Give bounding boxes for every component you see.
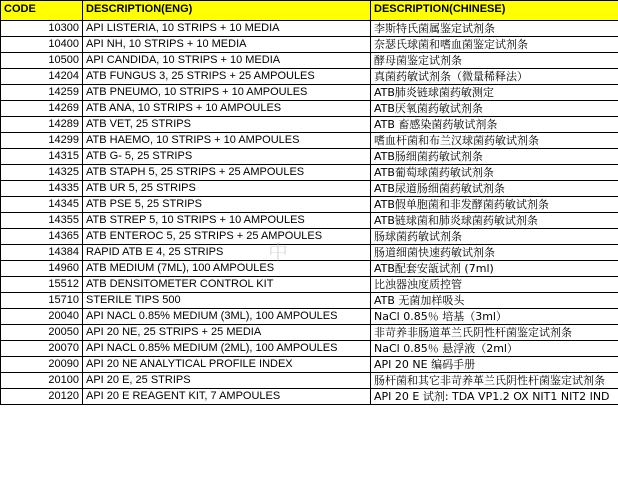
table-row: [1, 165, 618, 181]
cell-description-chinese: NaCl 0.85％ 悬浮液（2ml）: [371, 341, 618, 357]
cell-description-eng: ATB ANA, 10 STRIPS + 10 AMPOULES: [83, 101, 371, 117]
cell-description-eng: API 20 NE ANALYTICAL PROFILE INDEX: [83, 357, 371, 373]
table-row: [1, 277, 618, 293]
cell-description-eng: ATB PNEUMO, 10 STRIPS + 10 AMPOULES: [83, 85, 371, 101]
cell-code: 14259: [1, 85, 83, 101]
table-header: [1, 1, 618, 21]
cell-description-eng: API NACL 0.85% MEDIUM (2ML), 100 AMPOULES: [83, 341, 371, 357]
cell-description-chinese: 奈瑟氏球菌和嗜血菌鉴定试剂条: [371, 37, 618, 53]
cell-code: 15710: [1, 293, 83, 309]
cell-code: 20040: [1, 309, 83, 325]
table-row: [1, 21, 618, 37]
watermark: 中: [268, 240, 288, 264]
cell-code: 15512: [1, 277, 83, 293]
cell-code: 14299: [1, 133, 83, 149]
cell-code: 14335: [1, 181, 83, 197]
cell-description-chinese: ATB配套安瓿试剂 (7ml): [371, 261, 618, 277]
table-row: [1, 181, 618, 197]
cell-description-eng: ATB UR 5, 25 STRIPS: [83, 181, 371, 197]
cell-code: 14345: [1, 197, 83, 213]
cell-code: 14960: [1, 261, 83, 277]
table-row: [1, 133, 618, 149]
cell-description-eng: API NH, 10 STRIPS + 10 MEDIA: [83, 37, 371, 53]
table-header-row: [1, 1, 618, 21]
cell-description-eng: RAPID ATB E 4, 25 STRIPS: [83, 245, 371, 261]
table-row: [1, 149, 618, 165]
cell-code: 14289: [1, 117, 83, 133]
cell-description-eng: ATB PSE 5, 25 STRIPS: [83, 197, 371, 213]
cell-description-chinese: 嗜血杆菌和布兰汉球菌药敏试剂条: [371, 133, 618, 149]
table-row: [1, 261, 618, 277]
cell-description-chinese: ATB尿道肠细菌药敏试剂条: [371, 181, 618, 197]
table-row: [1, 309, 618, 325]
cell-description-chinese: 李斯特氏菌属鉴定试剂条: [371, 21, 618, 37]
cell-code: 20100: [1, 373, 83, 389]
cell-description-chinese: 肠道细菌快速药敏试剂条: [371, 245, 618, 261]
cell-description-chinese: ATB假单胞菌和非发酵菌药敏试剂条: [371, 197, 618, 213]
column-header-code: CODE: [1, 1, 83, 21]
cell-description-chinese: API 20 E 试剂: TDA VP1.2 OX NIT1 NIT2 IND: [371, 389, 618, 405]
table-row: [1, 373, 618, 389]
cell-code: 14204: [1, 69, 83, 85]
cell-description-eng: ATB DENSITOMETER CONTROL KIT: [83, 277, 371, 293]
table-row: [1, 325, 618, 341]
cell-code: 14355: [1, 213, 83, 229]
cell-description-eng: ATB FUNGUS 3, 25 STRIPS + 25 AMPOULES: [83, 69, 371, 85]
cell-code: 10500: [1, 53, 83, 69]
cell-description-chinese: API 20 NE 编码手册: [371, 357, 618, 373]
cell-description-eng: API CANDIDA, 10 STRIPS + 10 MEDIA: [83, 53, 371, 69]
cell-code: 20070: [1, 341, 83, 357]
cell-description-eng: API 20 E, 25 STRIPS: [83, 373, 371, 389]
cell-description-chinese: ATB 畜感染菌药敏试剂条: [371, 117, 618, 133]
cell-description-chinese: 真菌药敏试剂条（微量稀释法）: [371, 69, 618, 85]
cell-description-chinese: ATB链球菌和肺炎球菌药敏试剂条: [371, 213, 618, 229]
table-row: [1, 85, 618, 101]
cell-description-eng: API 20 E REAGENT KIT, 7 AMPOULES: [83, 389, 371, 405]
table-row: [1, 53, 618, 69]
cell-code: 14315: [1, 149, 83, 165]
cell-description-eng: ATB ENTEROC 5, 25 STRIPS + 25 AMPOULES: [83, 229, 371, 245]
cell-description-chinese: ATB 无菌加样吸头: [371, 293, 618, 309]
cell-code: 20120: [1, 389, 83, 405]
table-row: [1, 69, 618, 85]
table-row: [1, 389, 618, 405]
cell-code: 14269: [1, 101, 83, 117]
table-row: [1, 101, 618, 117]
table-row: [1, 293, 618, 309]
cell-description-chinese: NaCl 0.85％ 培基（3ml）: [371, 309, 618, 325]
cell-description-chinese: 肠杆菌和其它非苛养革兰氏阴性杆菌鉴定试剂条: [371, 373, 618, 389]
cell-description-chinese: ATB厌氧菌药敏试剂条: [371, 101, 618, 117]
cell-description-eng: API NACL 0.85% MEDIUM (3ML), 100 AMPOULES: [83, 309, 371, 325]
cell-description-chinese: ATB肠细菌药敏试剂条: [371, 149, 618, 165]
table-body: [1, 21, 618, 405]
cell-description-eng: ATB STREP 5, 10 STRIPS + 10 AMPOULES: [83, 213, 371, 229]
table-row: [1, 213, 618, 229]
cell-description-eng: ATB VET, 25 STRIPS: [83, 117, 371, 133]
cell-code: 10300: [1, 21, 83, 37]
table-row: [1, 245, 618, 261]
cell-description-eng: ATB G- 5, 25 STRIPS: [83, 149, 371, 165]
table-row: [1, 357, 618, 373]
cell-description-eng: ATB MEDIUM (7ML), 100 AMPOULES: [83, 261, 371, 277]
cell-code: 20050: [1, 325, 83, 341]
cell-code: 14365: [1, 229, 83, 245]
cell-code: 20090: [1, 357, 83, 373]
cell-description-chinese: 肠球菌药敏试剂条: [371, 229, 618, 245]
table-row: [1, 341, 618, 357]
cell-code: 10400: [1, 37, 83, 53]
cell-code: 14384: [1, 245, 83, 261]
table-row: [1, 197, 618, 213]
cell-description-eng: API LISTERIA, 10 STRIPS + 10 MEDIA: [83, 21, 371, 37]
column-header-description-chinese: DESCRIPTION(CHINESE): [371, 1, 618, 21]
cell-description-chinese: ATB肺炎链球菌药敏测定: [371, 85, 618, 101]
table-row: [1, 117, 618, 133]
cell-description-eng: ATB STAPH 5, 25 STRIPS + 25 AMPOULES: [83, 165, 371, 181]
cell-code: 14325: [1, 165, 83, 181]
cell-description-chinese: 比浊器浊度质控管: [371, 277, 618, 293]
cell-description-chinese: ATB葡萄球菌药敏试剂条: [371, 165, 618, 181]
table-row: [1, 37, 618, 53]
cell-description-chinese: 非苛养非肠道革兰氏阴性杆菌鉴定试剂条: [371, 325, 618, 341]
table-row: [1, 229, 618, 245]
cell-description-eng: STERILE TIPS 500: [83, 293, 371, 309]
cell-description-chinese: 酵母菌鉴定试剂条: [371, 53, 618, 69]
cell-description-eng: API 20 NE, 25 STRIPS + 25 MEDIA: [83, 325, 371, 341]
cell-description-eng: ATB HAEMO, 10 STRIPS + 10 AMPOULES: [83, 133, 371, 149]
column-header-description-eng: DESCRIPTION(ENG): [83, 1, 371, 21]
